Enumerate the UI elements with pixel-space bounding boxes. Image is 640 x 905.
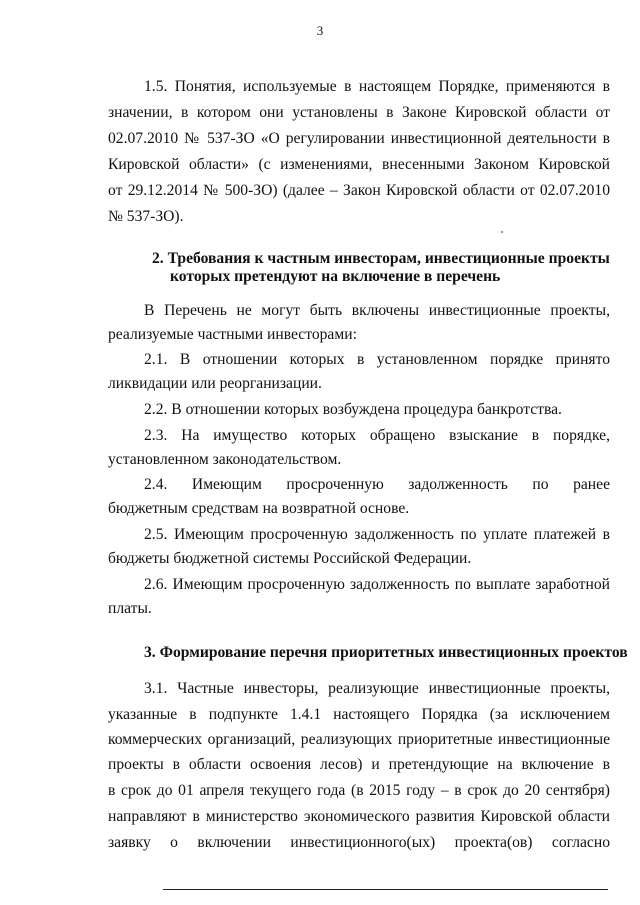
paragraph-line: 02.07.2010 № 537-ЗО «О регулировании инвестиционной деятельности в (108, 130, 610, 147)
paragraph-line: бюджеты бюджетной системы Российской Федерации. (108, 550, 472, 567)
paragraph-line: указанные в подпункте 1.4.1 настоящего Порядка (за исключением (108, 706, 610, 723)
paragraph-line: Кировской области» (с изменениями, внесенными Законом Кировской (108, 156, 610, 173)
paragraph-line: 2.3. На имущество которых обращено взыскание в порядке, (144, 427, 610, 444)
section-heading-line: которых претендуют на включение в перечень (170, 268, 501, 285)
section-heading-line: 2. Требования к частным инвесторам, инвестиционные проекты (152, 250, 610, 267)
paragraph-line: установленном законодательством. (108, 451, 342, 468)
paragraph-line: реализуемые частными инвесторами: (108, 326, 357, 343)
paragraph-line: платы. (108, 600, 152, 617)
paragraph-line: № 537-ЗО). (108, 208, 184, 225)
paragraph-line: заявку о включении инвестиционного(ых) проекта(ов) согласно (108, 834, 610, 851)
paragraph-line: направляют в министерство экономического развития Кировской области (108, 808, 610, 825)
paragraph-line: 2.2. В отношении которых возбуждена процедура банкротства. (144, 401, 562, 418)
paragraph-line: от 29.12.2014 № 500-ЗО) (далее – Закон Кировской области от 02.07.2010 (108, 182, 610, 199)
paragraph-line: 2.6. Имеющим просроченную задолженность по выплате заработной (144, 576, 610, 593)
page-number: 3 (316, 23, 324, 38)
paragraph-line: значении, в котором они установлены в Законе Кировской области от (108, 104, 610, 121)
section-heading-line: 3. Формирование перечня приоритетных инвестиционных проектов (144, 644, 628, 661)
paragraph-line: 3.1. Частные инвесторы, реализующие инвестиционные проекты, (144, 680, 610, 697)
paragraph-line: 2.5. Имеющим просроченную задолженность по уплате платежей в (144, 526, 610, 543)
paragraph-line: 2.1. В отношении которых в установленном порядке принято (144, 351, 610, 368)
scan-speck (501, 231, 503, 233)
paragraph-line: в срок до 01 апреля текущего года (в 2015 году – в срок до 20 сентября) (108, 782, 610, 799)
footer-rule (163, 889, 608, 890)
paragraph-line: ликвидации или реорганизации. (108, 375, 322, 392)
paragraph-line: 1.5. Понятия, используемые в настоящем Порядке, применяются в (144, 78, 610, 95)
paragraph-line: 2.4. Имеющим просроченную задолженность по ранее (144, 476, 610, 493)
paragraph-line: коммерческих организаций, реализующих приоритетные инвестиционные (108, 731, 610, 748)
paragraph-line: проекты в области освоения лесов) и претендующие на включение в (108, 756, 610, 773)
paragraph-line: В Перечень не могут быть включены инвестиционные проекты, (144, 302, 610, 319)
paragraph-line: бюджетным средствам на возвратной основе. (108, 500, 410, 517)
